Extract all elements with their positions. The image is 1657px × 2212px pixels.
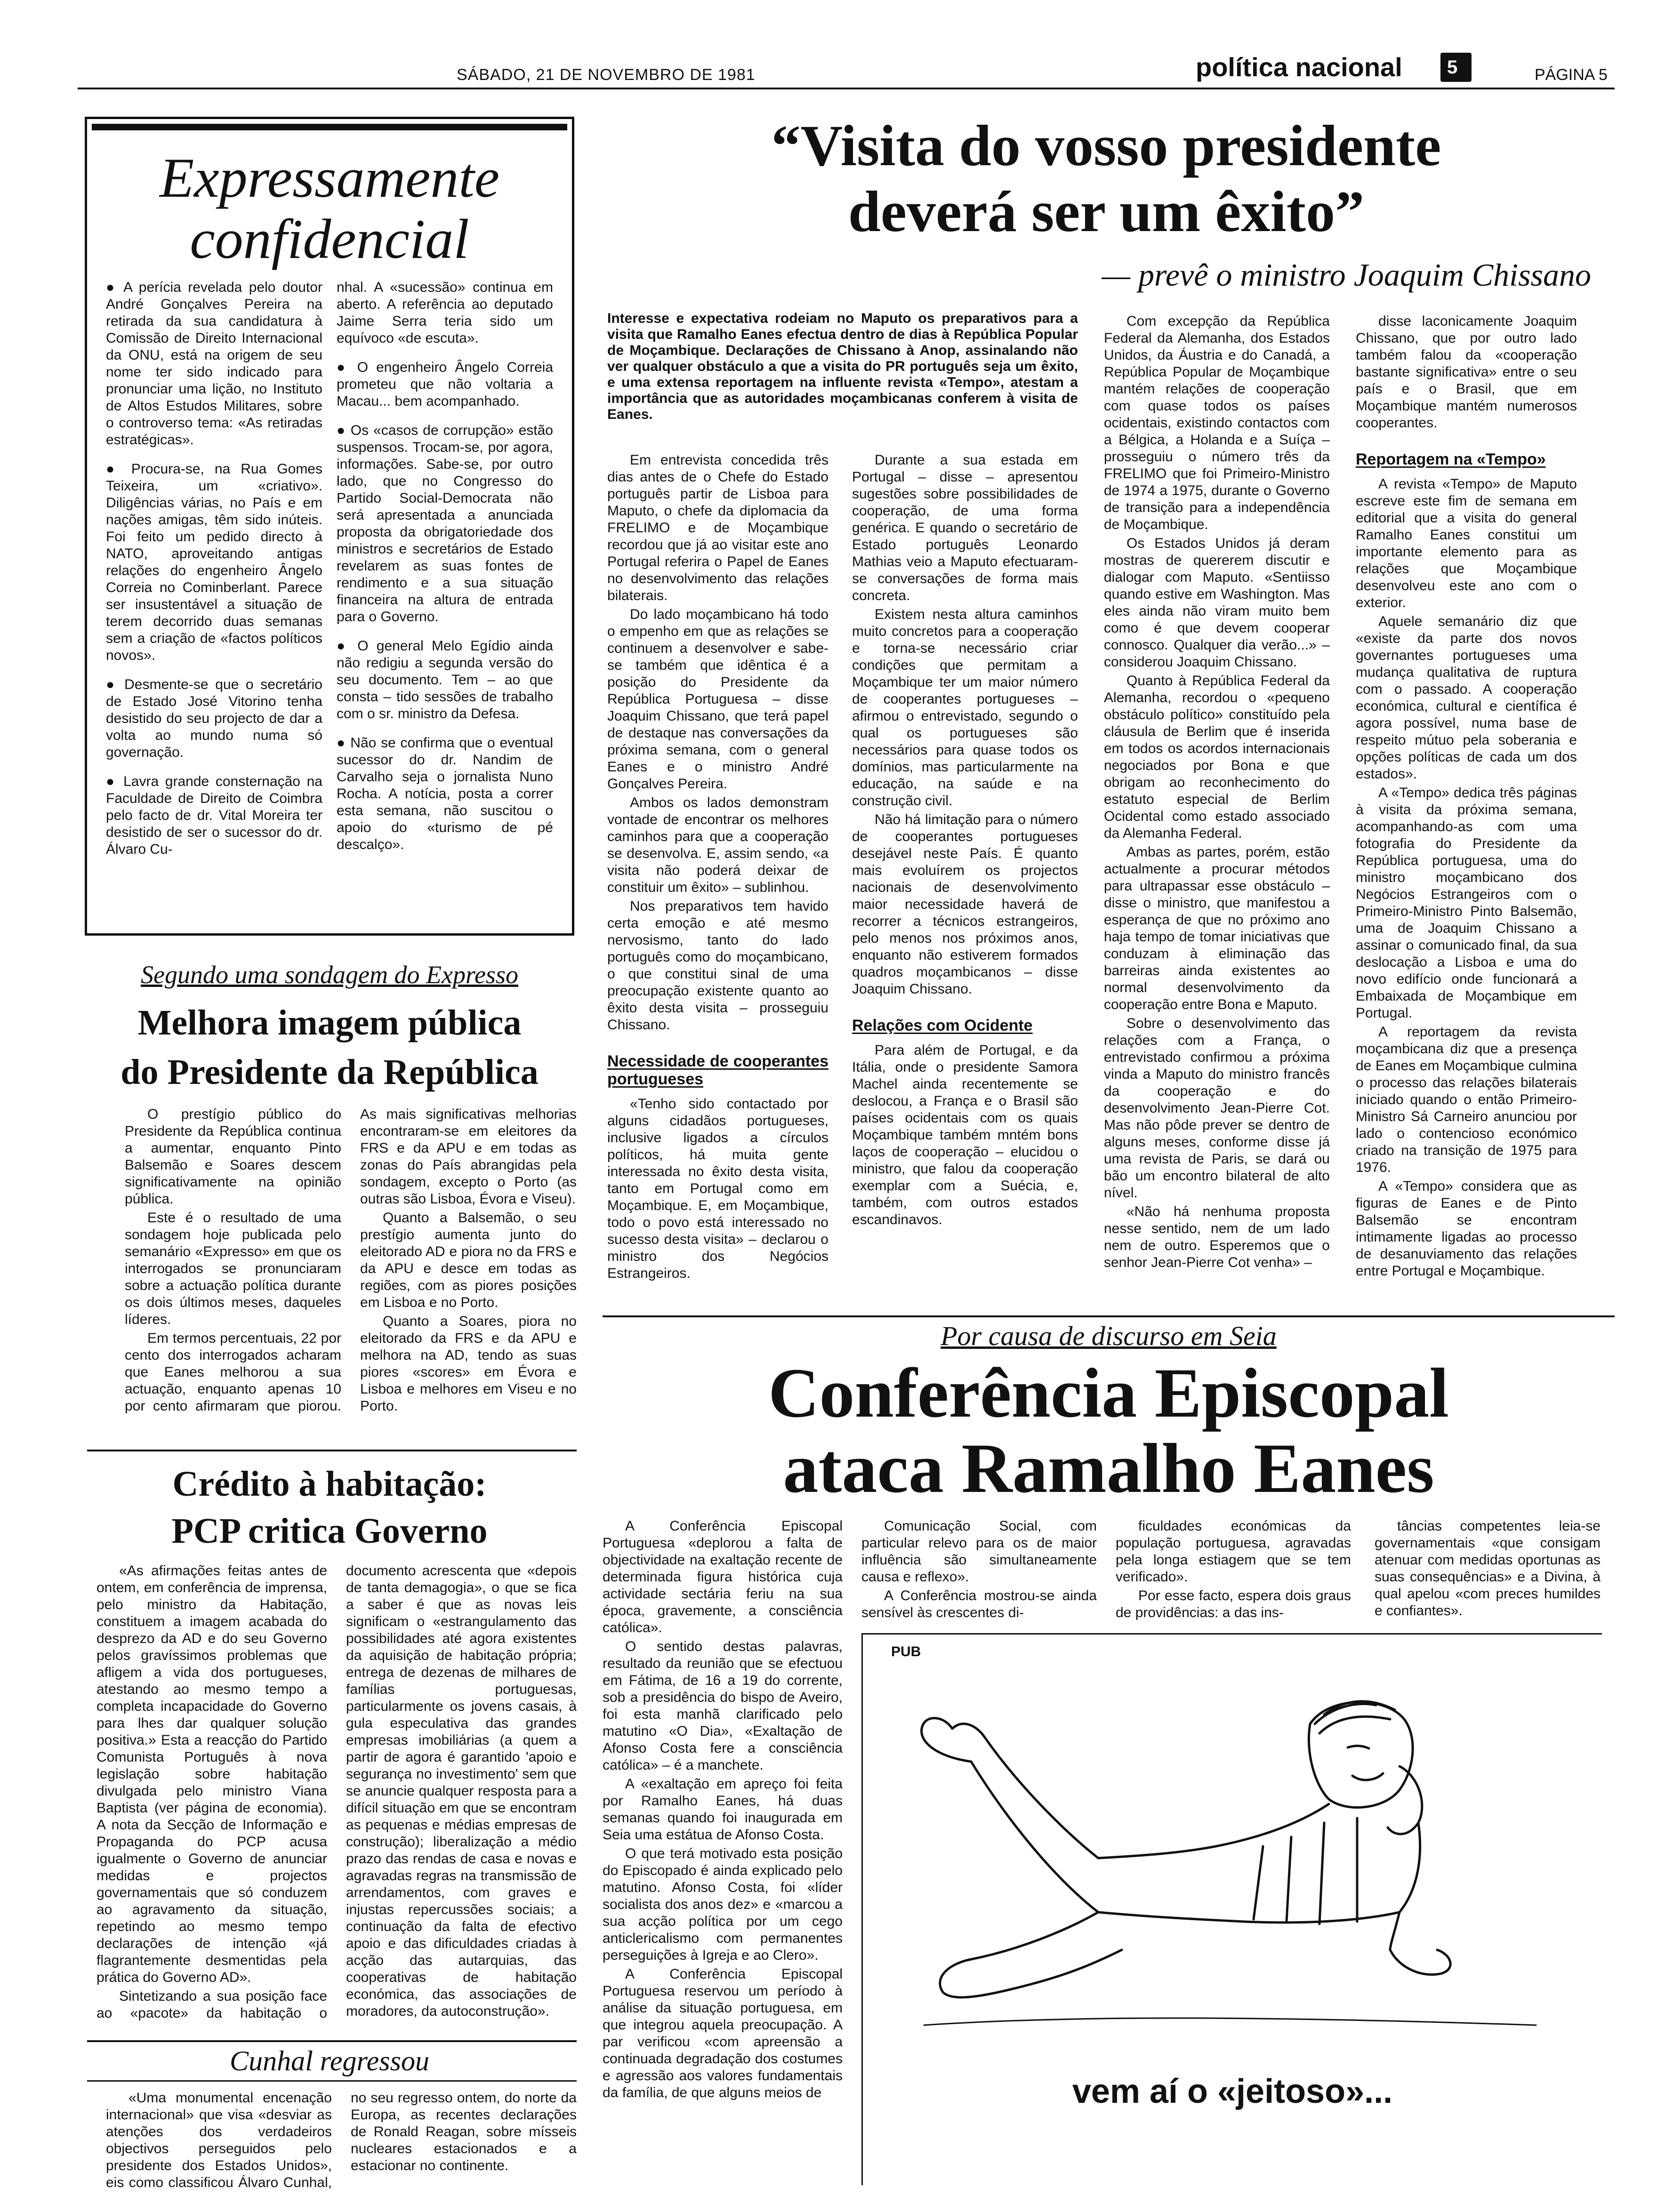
visita-paragraph: Nos preparativos tem havido certa emoção e até mesmo nervosismo, tanto do lado português como do moçambicano, o que constitui sinal de uma preocupação existente quanto ao êxito desta visita – prosseguiu Chissano. bbox=[607, 898, 828, 1033]
box-col1 bbox=[106, 279, 322, 870]
visita-paragraph: disse laconicamente Joaquim Chissano, que por outro lado também falou da «cooperação bastante significativa» entre o seu país e o Brasil, que em Moçambique mantém numerosos cooperantes. bbox=[1356, 313, 1577, 431]
box-confidencial bbox=[85, 117, 574, 936]
visita-paragraph: Em entrevista concedida três dias antes de o Chefe do Estado português partir de Lisboa para Maputo, o chefe da diplomacia da FRELIMO e de Moçambique recordou que já ao visitar este ano Portugal referira o Papel de Eanes no desenvolvimento das relações bilaterais. bbox=[607, 452, 828, 603]
visita-col-d bbox=[1356, 313, 1577, 1282]
visita-headline-1: “Visita do vosso presidente bbox=[771, 113, 1441, 178]
episcopal-headline-2: ataca Ramalho Eanes bbox=[783, 1429, 1434, 1507]
masthead-page-label: PÁGINA 5 bbox=[1535, 66, 1608, 84]
box-title-line1: Expressamente bbox=[160, 146, 499, 209]
visita-subheading-cooperantes: Necessidade de cooperantes portugueses bbox=[607, 1052, 828, 1088]
box-item: ● Não se confirma que o eventual sucessor do dr. Nandim de Carvalho seja o jornalista Nuno Rocha. A notícia, posta a correr esta semana, não suscitou o apoio do «turismo de pé descalço». bbox=[337, 735, 553, 853]
credito-body bbox=[97, 1563, 577, 2033]
visita-paragraph: Ambos os lados demonstram vontade de encontrar os melhores caminhos para que a cooperação se desenvolva. E, assim sendo, «a visita não poderá deixar de constituir um êxito» – sublinhou. bbox=[607, 795, 828, 895]
sondagem-paragraph: Quanto a Soares, piora no eleitorado da FRS e da APU e melhora na AD, tendo as suas piores «scores» em Évora e Lisboa e melhores em Viseu e no Porto. bbox=[360, 1314, 577, 1414]
cunhal-headline: Cunhal regressou bbox=[230, 2045, 429, 2076]
box-item: ● Os «casos de corrupção» estão suspensos. Trocam-se, por agora, informações. Sabe-se, por outro lado, que no Congresso do Partido Social-Democrata não será apresentada a anunciada proposta da obrigatoriedade dos ministros e secretários de Estado revelarem as suas fontes de rendimento e a sua situação financeira na altura de entrada para o Governo. bbox=[337, 422, 553, 625]
cunhal-body bbox=[106, 2090, 577, 2193]
box-item: ● A perícia revelada pelo doutor André Gonçalves Pereira na retirada da sua candidatura à Comissão de Direito Internacional da ONU, está na origem de seu nome ter sido indicado para pronunciar uma lição, no Instituto de Altos Estudos Militares, sobre o controverso tema: «As retiradas estratégicas». bbox=[106, 279, 322, 449]
page-number-icon bbox=[1440, 53, 1472, 82]
masthead-date: SÁBADO, 21 DE NOVEMBRO DE 1981 bbox=[457, 66, 756, 84]
box-item: ● O engenheiro Ângelo Correia prometeu que não voltaria a Macau... bem acompanhado. bbox=[337, 359, 553, 410]
visita-paragraph: Ambas as partes, porém, estão actualmente a procurar métodos para ultrapassar esse obstáculo – disse o ministro, que manifestou a esperança de que no próximo ano haja tempo de tomar iniciativas que conduzam à eliminação das barreiras ainda existentes ao normal desenvolvimento da cooperação entre Bona e Maputo. bbox=[1104, 844, 1330, 1012]
advert-illustration bbox=[877, 1667, 1583, 2068]
visita-paragraph: A revista «Tempo» de Maputo escreve este fim de semana em editorial que a visita do general Ramalho Eanes constitui um importante elemento para as relações que Moçambique desenvolveu este ano com o exterior. bbox=[1356, 476, 1577, 610]
visita-paragraph: A «Tempo» dedica três páginas à visita da próxima semana, acompanhando-as com uma fotografia do Presidente da República portuguesa, uma do ministro moçambicano dos Negócios Estrangeiros com o Primeiro-Ministro Pinto Balsemão, uma de Joaquim Chissano a assinar o comunicado final, da sua deslocação a Lisboa e uma do novo edifício onde funcionará a Embaixada de Moçambique em Portugal. bbox=[1356, 785, 1577, 1021]
episcopal-col-4 bbox=[1375, 1518, 1601, 1621]
visita-paragraph: «Não há nenhuma proposta nesse sentido, nem de um lado nem de outro. Esperemos que o senhor Jean-Pierre Cot venha» – bbox=[1104, 1204, 1330, 1270]
episcopal-paragraph: tâncias competentes leia-se governamentais «que consigam atenuar com medidas oportunas as suas consequências» e a Divina, à qual apelou «com preces humildes e confiantes». bbox=[1375, 1518, 1601, 1619]
visita-paragraph: Os Estados Unidos já deram mostras de quererem discutir e dialogar com Maputo. «Sentiisso quando estive em Washington. Mas eles ainda não viram muito bem como é que devem cooperar connosco. Qualquer dia verão...» – considerou Joaquim Chissano. bbox=[1104, 536, 1330, 670]
svg-text:5: 5 bbox=[1447, 57, 1458, 78]
box-item: ● O general Melo Egídio ainda não redigiu a segunda versão do seu documento. Tem – ao que consta – tido sessões de trabalho com o sr. ministro da Defesa. bbox=[337, 638, 553, 722]
visita-lead: Interesse e expectativa rodeiam no Maputo os preparativos para a visita que Ramalho Eanes efectua dentro de dias à República Popular de Moçambique. Declarações de Chissano à Anop, assinalando não ver qualquer obstáculo a que a visita do PR português seja um êxito, e uma extensa reportagem na influente revista «Tempo», atestam a importância que as autoridades moçambicanas conferem à visita de Eanes. bbox=[607, 311, 1078, 422]
episcopal-col-1 bbox=[603, 1518, 843, 2103]
visita-paragraph: A «Tempo» considera que as figuras de Eanes e de Pinto Balsemão se encontram intimamente ligadas ao processo de desanuviamento das relações entre Portugal e Moçambique. bbox=[1356, 1178, 1577, 1279]
box-item: nhal. A «sucessão» continua em aberto. A referência ao deputado Jaime Serra teria sido um equívoco «de escuta». bbox=[337, 280, 553, 346]
episcopal-paragraph: Por esse facto, espera dois graus de providências: a das ins- bbox=[1116, 1588, 1351, 1620]
visita-headline-2: deverá ser um êxito” bbox=[848, 179, 1365, 244]
visita-paragraph: Sobre o desenvolvimento das relações com a França, o entrevistado confirmou a próxima vinda a Maputo do ministro francês da cooperação e do desenvolvimento Jean-Pierre Cot. Mas não pôde prever se dentro de alguns meses, conforme disse já uma revista de Paris, se dará ou bão um encontro bilateral de alto nível. bbox=[1104, 1016, 1330, 1201]
visita-paragraph: A reportagem da revista moçambicana diz que a presença de Eanes em Moçambique culmina o processo das relações bilaterais iniciado quando o então Primeiro-Ministro Sá Carneiro anunciou por lado o contencioso económico criado na transição de 1975 para 1976. bbox=[1356, 1024, 1577, 1175]
advert-box bbox=[861, 1633, 1602, 2185]
sondagem-headline-1: Melhora imagem pública bbox=[137, 1003, 522, 1042]
visita-paragraph: Com excepção da República Federal da Alemanha, dos Estados Unidos, da Áustria e do Canadá, a República Popular de Moçambique mantém relações de cooperação com quase todos os países ocidentais, existindo contactos com a Bélgica, a Holanda e a Suíça – prosseguiu o número três da FRELIMO que foi Primeiro-Ministro de 1974 a 1975, durante o Governo de transição para a independência de Moçambique. bbox=[1104, 313, 1330, 532]
visita-col-b bbox=[852, 452, 1078, 1230]
credito-headline-2: PCP critica Governo bbox=[171, 1511, 488, 1551]
page-number-logo bbox=[1440, 53, 1472, 82]
visita-paragraph: Existem nesta altura caminhos muito concretos para a cooperação e torna-se necessário criar condições que permitam a Moçambique ter um maior número de cooperantes portugueses – afirmou o entrevistado, segundo o qual os portugueses são necessários para quase todos os domínios, mas particularmente na educação, na saúde e na construção civil. bbox=[852, 607, 1078, 809]
sondagem-paragraph: Quanto a Balsemão, o seu prestígio aumenta junto do eleitorado AD e piora no da FRS e da APU e desce em todas as regiões, com as piores posições em Lisboa e no Porto. bbox=[360, 1210, 577, 1310]
sondagem-kicker: Segundo uma sondagem do Expresso bbox=[141, 961, 518, 989]
credito-paragraph: Sintetizando a sua posição face ao «pacote» da habitação o documento acrescenta que «depois de tanta demagogia», o que se fica a saber é que as novas leis significam o «estrangulamento das possibilidades até agora existentes da aquisição de habitação própria; entrega de dezenas de milhares de famílias portuguesas, particularmente os jovens casais, à gula especulativa das grandes empresas imobiliárias (a quem a partir de agora é garantido 'apoio e segurança no investimento' sem que se anuncie qualquer resposta para a difícil situação em que se encontram as pequenas e médias empresas de construção); liberalização a médio prazo das rendas de casa e novas e agravadas regras na transmissão de arrendamentos, com graves e injustas repercussões sociais; a continuação da falta de efectivo apoio e das dificuldades criadas à acção das autarquias, das cooperativas de habitação económica, das associações de moradores, da autoconstrução». bbox=[97, 1563, 577, 2021]
visita-paragraph: Quanto à República Federal da Alemanha, recordou o «pequeno obstáculo político» constituído pela cláusula de Berlim que é inserida em todos os acordos internacionais negociados por Bona e que obrigam ao reconhecimento do estatuto especial de Berlim Ocidental como estado associado da Alemanha Federal. bbox=[1104, 673, 1330, 841]
episcopal-kicker: Por causa de discurso em Seia bbox=[941, 1321, 1277, 1351]
advert-label: PUB bbox=[891, 1644, 921, 1659]
visita-paragraph: Do lado moçambicano há todo o empenho em que as relações se continuem a desenvolver e sabe-se também que idêntica é a posição do Presidente da República Portuguesa – disse Joaquim Chissano, que terá papel de destaque nas conversações da próxima semana, com o general Eanes e o ministro André Gonçalves Pereira. bbox=[607, 607, 828, 792]
episcopal-paragraph: A Conferência Episcopal Portuguesa reservou um período à análise da situação portuguesa, em que integrou aquela preocupação. A par verificou «com apreensão a continuada degradação dos costumes e agressão aos valores fundamentais da família, de que alguns meios de bbox=[603, 1966, 843, 2100]
episcopal-paragraph: O que terá motivado esta posição do Episcopado é ainda explicado pelo matutino. Afonso Costa, foi «líder socialista dos anos dez» e «marcou a sua acção política por um cego anticlericalismo com permanentes perseguições à Igreja e ao Clero». bbox=[603, 1846, 843, 1963]
episcopal-paragraph: Comunicação Social, com particular relevo para os de maior influência são simultaneamente causa e reflexo». bbox=[861, 1518, 1097, 1585]
visita-subheading-ocidente: Relações com Ocidente bbox=[852, 1017, 1033, 1034]
box-item: ● Desmente-se que o secretário de Estado José Vitorino tenha desistido do seu projecto de dar a volta ao mundo numa só governação. bbox=[106, 676, 322, 761]
visita-paragraph: «Tenho sido contactado por alguns cidadãos portugueses, inclusive ligados a círculos políticos, há muita gente interessada no êxito desta visita, tanto em Portugal como em Moçambique. E, em Moçambique, todo o povo está interessado no sucesso desta visita» – declarou o ministro dos Negócios Estrangeiros. bbox=[607, 1096, 828, 1281]
masthead-section: política nacional bbox=[1196, 52, 1402, 82]
advert-slogan: vem aí o «jeitoso»... bbox=[1072, 2073, 1393, 2110]
box-item: ● Procura-se, na Rua Gomes Teixeira, um «criativo». Diligências várias, no País e em nações amigas, têm sido inúteis. Foi feito um pedido directo à NATO, aproveitando antigas relações do engenheiro Ângelo Correia no Cominberlant. Parece ser insustentável a situação de terem decorrido duas semanas sem a criação de «factos políticos novos». bbox=[106, 461, 322, 664]
visita-subheading-tempo: Reportagem na «Tempo» bbox=[1356, 450, 1546, 468]
sondagem-paragraph: O prestígio público do Presidente da República continua a aumentar, enquanto Pinto Balsemão e Soares descem significativamente na opinião pública. bbox=[125, 1106, 341, 1207]
cunhal-paragraph: «Uma monumental encenação internacional» que visa «desviar as atenções dos verdadeiros objectivos perseguidos pelo presidente dos Estados Unidos», eis como classificou Álvaro Cunhal, no seu regresso ontem, do norte da Europa, as recentes declarações de Ronald Reagan, sobre mísseis nucleares estacionados e a estacionar no continente. bbox=[106, 2090, 577, 2190]
episcopal-col-3 bbox=[1116, 1518, 1351, 1623]
visita-paragraph: Não há limitação para o número de cooperantes portugueses desejável neste País. É quanto mais evoluírem os projectos nacionais de desenvolvimento maior necessidade haverá de recorrer a técnicos estrangeiros, pelo menos nos próximos anos, enquanto não estiverem formados quadros moçambicanos – disse Joaquim Chissano. bbox=[852, 812, 1078, 997]
episcopal-paragraph: O sentido destas palavras, resultado da reunião que se efectuou em Fátima, de 16 a 19 do corrente, sob a presidência do bispo de Aveiro, foi esta manhã clarificado pelo matutino «O Dia», «Exaltação de Afonso Costa fere a consciência católica» – é a manchete. bbox=[603, 1639, 843, 1773]
visita-subhead: — prevê o ministro Joaquim Chissano bbox=[1102, 257, 1591, 293]
box-item: ● Lavra grande consternação na Faculdade de Direito de Coimbra pelo facto de dr. Vital Moreira ter desistido de ser o sucessor do dr. Álvaro Cu- bbox=[106, 773, 322, 858]
credito-paragraph: «As afirmações feitas antes de ontem, em conferência de imprensa, pelo ministro da Habitação, constituem a imagem acabada do desprezo da AD e do seu Governo pelos gravíssimos problemas que afligem a vida dos portugueses, atestando ao mesmo tempo a completa incapacidade do Governo para lhes dar qualquer solução positiva.» Esta a reacção do Partido Comunista Português à nova legislação sobre habitação divulgada pelo ministro Viana Baptista (ver página de economia). A nota da Secção de Informação e Propaganda do PCP acusa igualmente o Governo de anunciar medidas e projectos governamentais que só conduzem ao agravamento da situação, repetindo ao mesmo tempo declarações de intenção «já flagrantemente desmentidas pela prática do Governo AD». bbox=[97, 1563, 327, 1985]
visita-col-a bbox=[607, 452, 828, 1284]
sondagem-paragraph: Em termos percentuais, 22 por cento dos interrogados acharam que Eanes melhorou a sua actuação, enquanto apenas 10 por cento afirmaram que piorou. As mais significativas melhorias encontraram-se em eleitores da FRS e da APU e em todas as zonas do País abrangidas pela sondagem, excepto o Porto (as outras são Lisboa, Évora e Viseu). bbox=[125, 1106, 577, 1414]
episcopal-paragraph: A «exaltação em apreço foi feita por Ramalho Eanes, há duas semanas quando foi inaugurada em Seia uma estátua de Afonso Costa. bbox=[603, 1776, 843, 1843]
episcopal-paragraph: A Conferência Episcopal Portuguesa «deplorou a falta de objectividade na exaltação recente de determinada figura histórica cuja actividade sectária feriu na sua época, gravemente, a consciência católica». bbox=[603, 1518, 843, 1635]
episcopal-headline-1: Conferência Episcopal bbox=[768, 1354, 1449, 1432]
sondagem-headline-2: do Presidente da República bbox=[121, 1052, 539, 1092]
box-title-line2: confidencial bbox=[190, 208, 469, 270]
episcopal-paragraph: ficuldades económicas da população portuguesa, agravadas pela longa estiagem que se tem verificado». bbox=[1116, 1518, 1351, 1585]
visita-paragraph: Para além de Portugal, e da Itália, onde o presidente Samora Machel ainda recentemente se deslocou, a França e o Brasil são países ocidentais com os quais Moçambique também mntém bons laços de cooperação – elucidou o ministro, que falou da cooperação exemplar com a Suécia, e, também, com outros estados escandinavos. bbox=[852, 1042, 1078, 1227]
box-col2 bbox=[337, 279, 553, 866]
visita-paragraph: Aquele semanário diz que «existe da parte dos novos governantes portugueses uma mudança qualitativa de ruptura com o passado. A cooperação económica, cultural e científica é agora possível, numa base de respeito mútuo pela soberania e opções políticas de cada um dos estados». bbox=[1356, 614, 1577, 782]
sondagem-paragraph: Este é o resultado de uma sondagem hoje publicada pelo semanário «Expresso» em que os interrogados se pronunciaram sobre a actuação política durante os dois últimos meses, daqueles líderes. bbox=[125, 1210, 341, 1327]
visita-col-c bbox=[1104, 313, 1330, 1273]
credito-headline-1: Crédito à habitação: bbox=[172, 1464, 487, 1504]
episcopal-col-2 bbox=[861, 1518, 1097, 1623]
sondagem-body bbox=[125, 1106, 577, 1445]
visita-paragraph: Durante a sua estada em Portugal – disse – apresentou sugestões sobre possibilidades de cooperação, de uma forma genérica. E quando o secretário de Estado português Leonardo Mathias veio a Maputo efectuaram-se conversações de forma mais concreta. bbox=[852, 452, 1078, 603]
episcopal-paragraph: A Conferência mostrou-se ainda sensível às crescentes di- bbox=[861, 1588, 1097, 1620]
